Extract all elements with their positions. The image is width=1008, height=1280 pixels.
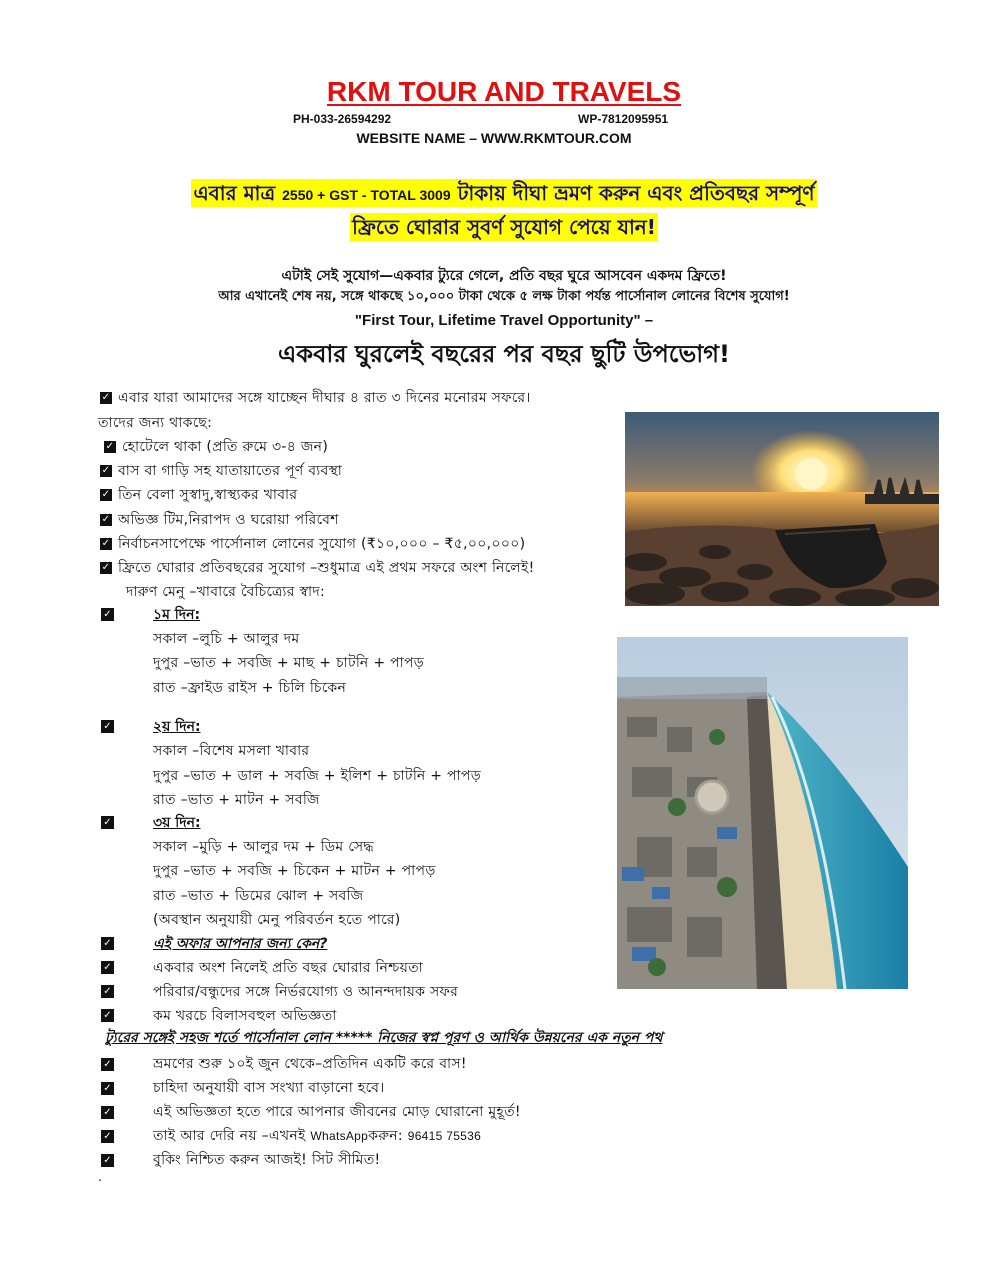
offer-line-2	[0, 210, 1008, 244]
offer-line-2-text: ফ্রিতে ঘোরার সুবর্ণ সুযোগ পেয়ে যান!	[352, 215, 656, 239]
feature-item	[100, 508, 339, 532]
day-3-title: ৩য় দিন:	[153, 815, 201, 831]
checkbox-icon: ✓	[101, 1058, 114, 1071]
checkbox-icon: ✓	[101, 1106, 114, 1119]
checkbox-icon: ✓	[101, 465, 111, 476]
day-2-breakfast: সকাল –বিশেষ মসলা খাবার	[153, 743, 310, 759]
checkbox-icon: ✓	[101, 1130, 114, 1143]
feature-item	[100, 556, 535, 580]
day-3-lunch: দুপুর –ভাত + সবজি + চিকেন + মাটন + পাপড়	[153, 863, 436, 879]
loan-heading: ট্যুরের সঙ্গেই সহজ শর্তে পার্সোনাল লোন ***** নিজের স্বপ্ন পূরণ ও আর্থিক উন্নয়নের এক নতুন পথ	[105, 1030, 663, 1046]
footer-point: চাহিদা অনুযায়ী বাস সংখ্যা বাড়ানো হবে।	[153, 1080, 385, 1096]
offer-line-1	[0, 176, 1008, 212]
tagline: একবার ঘুরলেই বছরের পর বছর ছুটি উপভোগ!	[278, 340, 730, 368]
checkbox-icon: ✓	[101, 538, 111, 549]
checkbox-icon: ✓	[101, 720, 114, 733]
why-point: একবার অংশ নিলেই প্রতি বছর ঘোরার নিশ্চয়তা	[153, 960, 423, 976]
offer-text-end: টাকায় দীঘা ভ্রমণ করুন এবং প্রতিবছর সম্পূর্ণ	[457, 181, 815, 205]
menu-note: (অবস্থান অনুযায়ী মেনু পরিবর্তন হতে পারে)	[153, 912, 401, 928]
intro-line-2: আর এখানেই শেষ নয়, সঙ্গে থাকছে ১০,০০০ টাকা থেকে ৫ লক্ষ টাকা পর্যন্ত পার্সোনাল লোনের বিশেষ সুযোগ!	[218, 289, 790, 304]
features-lead-2: তাদের জন্য থাকছে:	[98, 415, 213, 431]
offer-text-start: এবার মাত্র	[193, 181, 276, 205]
sunset-beach-boat-image	[625, 412, 939, 606]
aerial-beach-image	[617, 637, 908, 989]
feature-item-text: ফ্রিতে ঘোরার প্রতিবছরের সুযোগ –শুধুমাত্র এই প্রথম সফরে অংশ নিলেই!	[118, 560, 535, 576]
company-name: RKM TOUR AND TRAVELS	[326, 76, 682, 107]
features-lead	[100, 386, 531, 410]
whatsapp-label: WhatsApp	[310, 1129, 369, 1143]
why-title: এই অফার আপনার জন্য কেন?	[153, 936, 328, 952]
checkbox-icon: ✓	[101, 392, 111, 403]
feature-item-text: নির্বাচনসাপেক্ষে পার্সোনাল লোনের সুযোগ (₹১০,০০০ – ₹৫,০০,০০০)	[118, 536, 526, 552]
checkbox-icon: ✓	[101, 1009, 114, 1022]
whatsapp-cta-mid: করুন:	[368, 1128, 403, 1144]
checkbox-icon: ✓	[101, 608, 114, 621]
page-dot: .	[98, 1170, 102, 1184]
features-lead-text: এবার যারা আমাদের সঙ্গে যাচ্ছেন দীঘার ৪ রাত ৩ দিনের মনোরম সফরে।	[118, 390, 531, 406]
checkbox-icon: ✓	[101, 985, 114, 998]
day-3-dinner: রাত –ভাত + ডিমের ঝোল + সবজি	[153, 888, 364, 904]
checkbox-icon: ✓	[101, 1154, 114, 1167]
quote: "First Tour, Lifetime Travel Opportunity" –	[354, 312, 654, 329]
feature-item-text: বাস বা গাড়ি সহ যাতায়াতের পূর্ণ ব্যবস্থা	[118, 463, 343, 479]
feature-item	[100, 532, 525, 556]
footer-point-whatsapp	[153, 1124, 481, 1148]
whatsapp-number-cta: 96415 75536	[407, 1129, 482, 1143]
day-2-title: ২য় দিন:	[153, 719, 201, 735]
feature-item	[100, 459, 342, 483]
footer-point: বুকিং নিশ্চিত করুন আজই! সিট সীমিত!	[153, 1152, 381, 1168]
feature-item-text: হোটেলে থাকা (প্রতি রুমে ৩-৪ জন)	[122, 439, 329, 455]
footer-point: এই অভিজ্ঞতা হতে পারে আপনার জীবনের মোড় ঘোরানো মুহূর্ত!	[153, 1104, 521, 1120]
feature-item	[104, 435, 328, 459]
phone-number: PH-033-26594292	[293, 112, 392, 126]
day-1-title: ১ম দিন:	[153, 607, 201, 623]
footer-point: ভ্রমণের শুরু ১০ই জুন থেকে–প্রতিদিন একটি করে বাস!	[153, 1056, 467, 1072]
checkbox-icon: ✓	[101, 1082, 114, 1095]
feature-item-text: অভিজ্ঞ টিম,নিরাপদ ও ঘরোয়া পরিবেশ	[118, 512, 339, 528]
why-point: পরিবার/বন্ধুদের সঙ্গে নির্ভরযোগ্য ও আনন্দদায়ক সফর	[153, 984, 459, 1000]
day-1-lunch: দুপুর –ভাত + সবজি + মাছ + চাটনি + পাপড়	[153, 655, 425, 671]
day-1-breakfast: সকাল –লুচি + আলুর দম	[153, 631, 300, 647]
whatsapp-cta-text: তাই আর দেরি নয় –এখনই	[153, 1128, 306, 1144]
checkbox-icon: ✓	[101, 961, 114, 974]
checkbox-icon: ✓	[101, 489, 111, 500]
checkbox-icon: ✓	[101, 514, 111, 525]
intro-line-1: এটাই সেই সুযোগ—একবার ট্যুরে গেলে, প্রতি বছর ঘুরে আসবেন একদম ফ্রিতে!	[281, 268, 727, 284]
checkbox-icon: ✓	[101, 937, 114, 950]
offer-price: 2550 + GST - TOTAL 3009	[282, 187, 451, 203]
feature-item-text: তিন বেলা সুস্বাদু,স্বাস্থ্যকর খাবার	[118, 487, 298, 503]
checkbox-icon: ✓	[101, 816, 114, 829]
day-3-breakfast: সকাল –মুড়ি + আলুর দম + ডিম সেদ্ধ	[153, 839, 374, 855]
feature-item	[100, 483, 297, 507]
day-2-dinner: রাত –ভাত + মাটন + সবজি	[153, 792, 320, 808]
checkbox-icon: ✓	[105, 441, 115, 452]
whatsapp-number: WP-7812095951	[578, 112, 669, 126]
website-name: WEBSITE NAME – WWW.RKMTOUR.COM	[356, 130, 632, 146]
menu-intro: দারুণ মেনু –খাবারে বৈচিত্র্যের স্বাদ:	[126, 584, 326, 600]
day-2-lunch: দুপুর –ভাত + ডাল + সবজি + ইলিশ + চাটনি + পাপড়	[153, 768, 481, 784]
checkbox-icon: ✓	[101, 562, 111, 573]
why-point: কম খরচে বিলাসবহুল অভিজ্ঞতা	[153, 1008, 337, 1024]
day-1-dinner: রাত –ফ্রাইড রাইস + চিলি চিকেন	[153, 680, 347, 696]
